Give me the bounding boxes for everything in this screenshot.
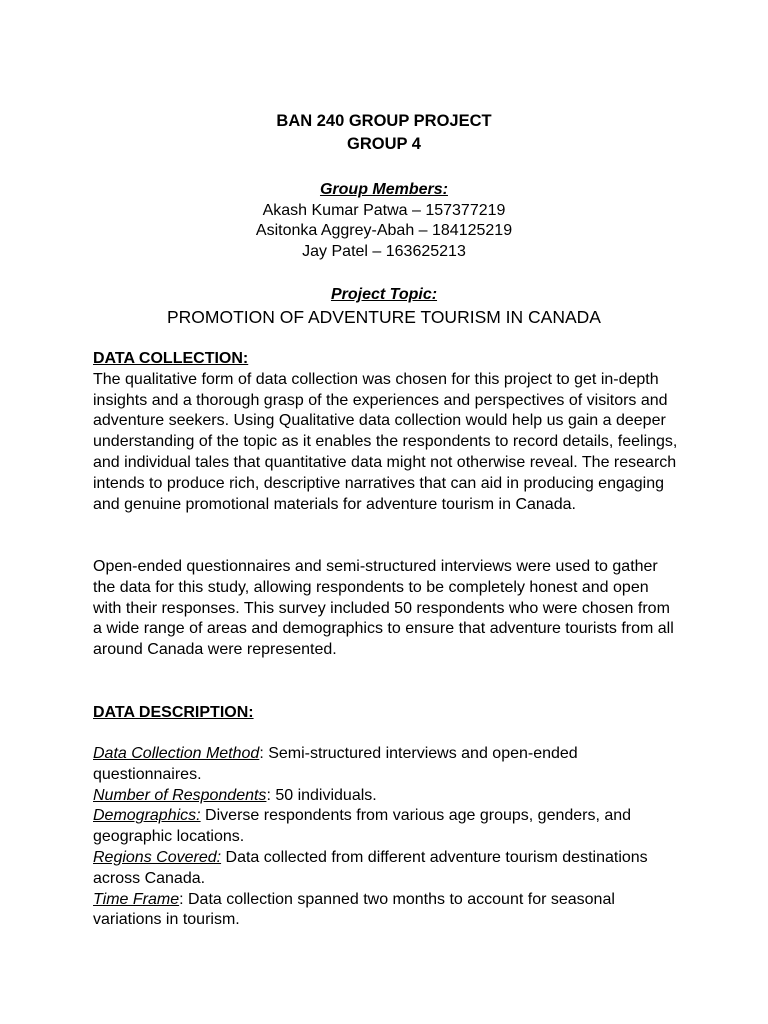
member-1: Akash Kumar Patwa – 157377219	[262, 201, 506, 219]
description-item-text: : Semi-structured interviews and open-ended questionnaires.	[93, 745, 578, 783]
data-collection-continued	[93, 557, 678, 661]
description-item-text: Diverse respondents from various age groups, genders, and geographic locations.	[93, 807, 632, 846]
description-item-label: Regions Covered:	[93, 848, 222, 866]
project-topic-section	[0, 284, 768, 329]
project-topic-text: PROMOTION OF ADVENTURE TOURISM IN CANADA	[167, 307, 601, 327]
data-description-section	[93, 703, 678, 724]
data-collection-paragraph-1: The qualitative form of data collection was chosen for this project to get in-depth insights and a thorough grasp of the experiences and perspectives of visitors and adventure seekers. Using Qualitative data collection would help us gain a deeper understanding of the topic as it enables the respondents to record details, feelings, and individual tales that quantitative data might not otherwise reveal. The research intends to produce rich, descriptive narratives that can aid in producing engaging and genuine promotional materials for adventure tourism in Canada.	[93, 370, 678, 513]
document-title	[0, 110, 768, 156]
description-item	[93, 890, 678, 932]
group-members-section	[0, 180, 768, 262]
description-item-label: Demographics:	[93, 807, 201, 825]
title-line-1: BAN 240 GROUP PROJECT	[276, 112, 492, 130]
project-topic-label: Project Topic:	[330, 286, 438, 303]
description-item	[93, 848, 678, 890]
description-item-text: : Data collection spanned two months to account for seasonal variations in tourism.	[93, 890, 615, 929]
data-collection-paragraph-2: Open-ended questionnaires and semi-structured interviews were used to gather the data for this study, allowing respondents to be completely honest and open with their responses. This survey included 50 respondents who were chosen from a wide range of areas and demographics to ensure that adventure tourists from all around Canada were represented.	[93, 558, 674, 659]
member-2: Asitonka Aggrey-Abah – 184125219	[255, 222, 513, 239]
description-item	[93, 786, 678, 807]
description-item-text: : 50 individuals.	[266, 786, 377, 804]
description-item-text: Data collected from different adventure tourism destinations across Canada.	[93, 848, 648, 887]
data-description-list	[93, 744, 678, 931]
description-item-label: Time Frame	[93, 890, 180, 908]
description-item	[93, 806, 678, 848]
description-item	[93, 744, 678, 786]
description-item-label: Number of Respondents	[93, 786, 267, 804]
data-collection-heading: DATA COLLECTION:	[93, 350, 249, 367]
data-description-heading: DATA DESCRIPTION:	[93, 704, 254, 721]
title-line-2: GROUP 4	[347, 135, 421, 153]
data-collection-section	[93, 349, 678, 515]
member-3: Jay Patel – 163625213	[302, 242, 466, 260]
group-members-label: Group Members:	[319, 181, 448, 198]
description-item-label: Data Collection Method	[93, 745, 260, 762]
